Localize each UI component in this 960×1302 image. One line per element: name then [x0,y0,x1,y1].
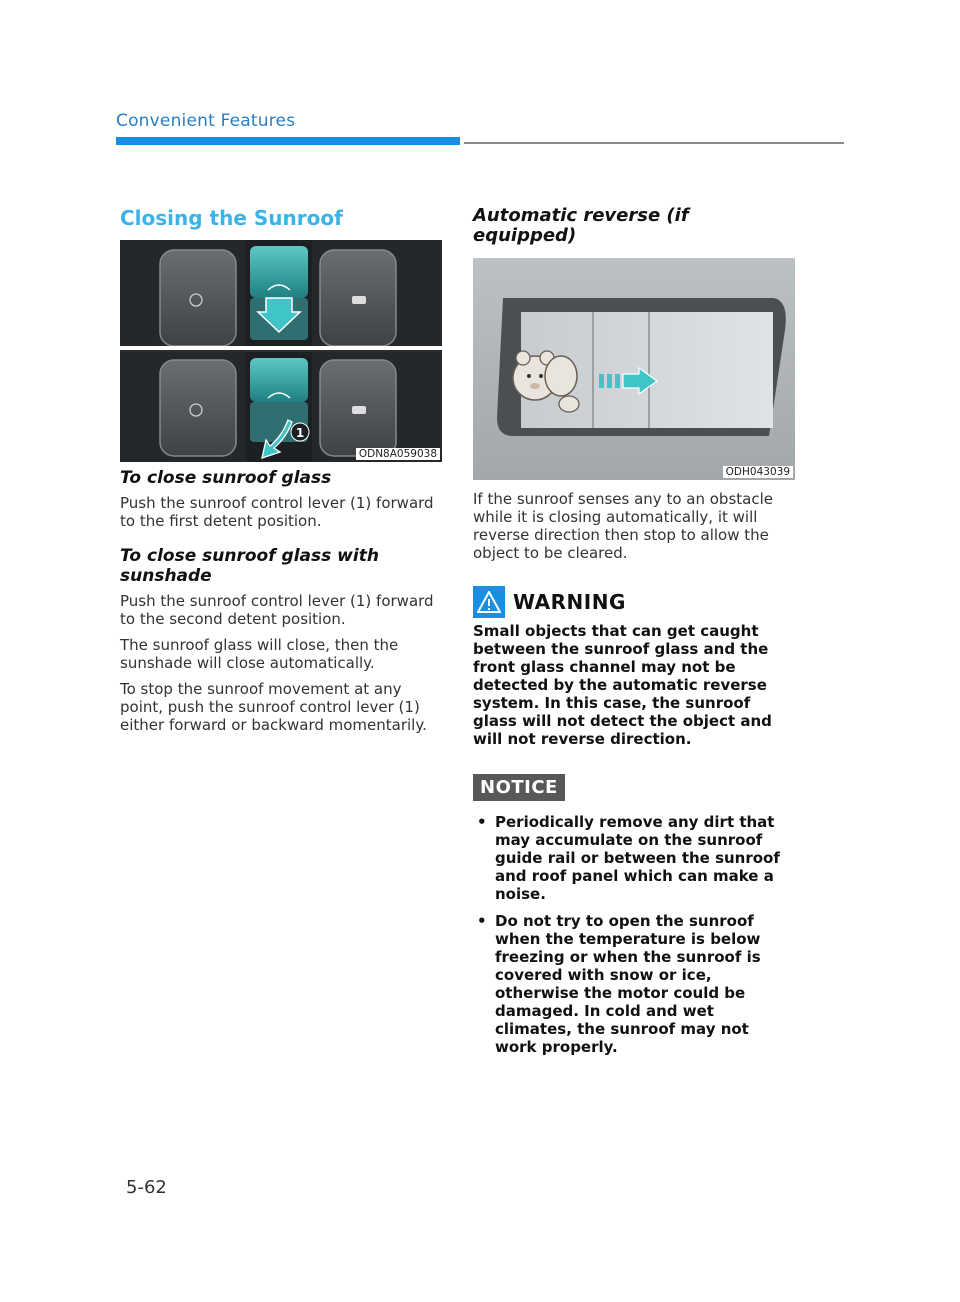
section-title: Closing the Sunroof [120,206,343,230]
subheading-close-glass: To close sunroof glass [120,468,332,488]
paragraph-sunshade-closes: The sunroof glass will close, then the sunshade will close automatically. [120,636,399,672]
sunroof-lever-figure [120,240,442,462]
left-column [120,206,442,742]
notice-list [473,813,795,1056]
sunroof-obstacle-illustration [473,258,795,480]
notice-label: NOTICE [473,774,565,801]
callout-number: 1 [295,426,305,440]
header-rule [464,142,844,144]
paragraph-second-detent: Push the sunroof control lever (1) forward to the second detent position. [120,592,434,628]
warning-text: Small objects that can get caught between the sunroof glass and the front glass channel may not be detected by the automatic reverse system. In this case, the sunroof glass will not detect the object and will not reverse direction. [473,622,772,748]
page-number: 5-62 [126,1177,167,1198]
subheading-automatic-reverse: Automatic reverse (if equipped) [473,205,689,246]
list-item: • Periodically remove any dirt that may accumulate on the sunroof guide rail or between the sunroof and roof panel which can make a noise. [477,813,780,903]
overhead-console-illustration [120,240,442,462]
list-item: • Do not try to open the sunroof when the temperature is below freezing or when the sunroof is covered with snow or ice, otherwise the motor could be damaged. In cold and wet climates, the sunroof may not work properly. [477,912,761,1056]
right-column [473,206,795,1065]
automatic-reverse-figure [473,258,795,480]
paragraph-close-glass: Push the sunroof control lever (1) forward to the first detent position. [120,494,434,530]
warning-label: WARNING [513,590,626,614]
header-accent-bar [116,137,460,145]
paragraph-stop-movement: To stop the sunroof movement at any point, push the sunroof control lever (1) either forward or backward momentarily. [120,680,427,734]
warning-header [473,586,795,618]
paragraph-automatic-reverse: If the sunroof senses any to an obstacle while it is closing automatically, it will reverse direction then stop to allow the object to be cleared. [473,490,773,562]
subheading-close-with-sunshade: To close sunroof glass with sunshade [120,546,379,586]
running-header: Convenient Features [116,111,296,131]
notice-item-text: Do not try to open the sunroof when the temperature is below freezing or when the sunroof is covered with snow or ice, otherwise the motor could be damaged. In cold and wet climates, the sunroof may not work properly. [495,912,761,1056]
figure-code: ODN8A059038 [356,448,440,460]
figure-code: ODH043039 [723,466,793,478]
notice-item-text: Periodically remove any dirt that may accumulate on the sunroof guide rail or between the sunroof and roof panel which can make a noise. [495,813,780,903]
warning-triangle-icon [473,586,505,618]
